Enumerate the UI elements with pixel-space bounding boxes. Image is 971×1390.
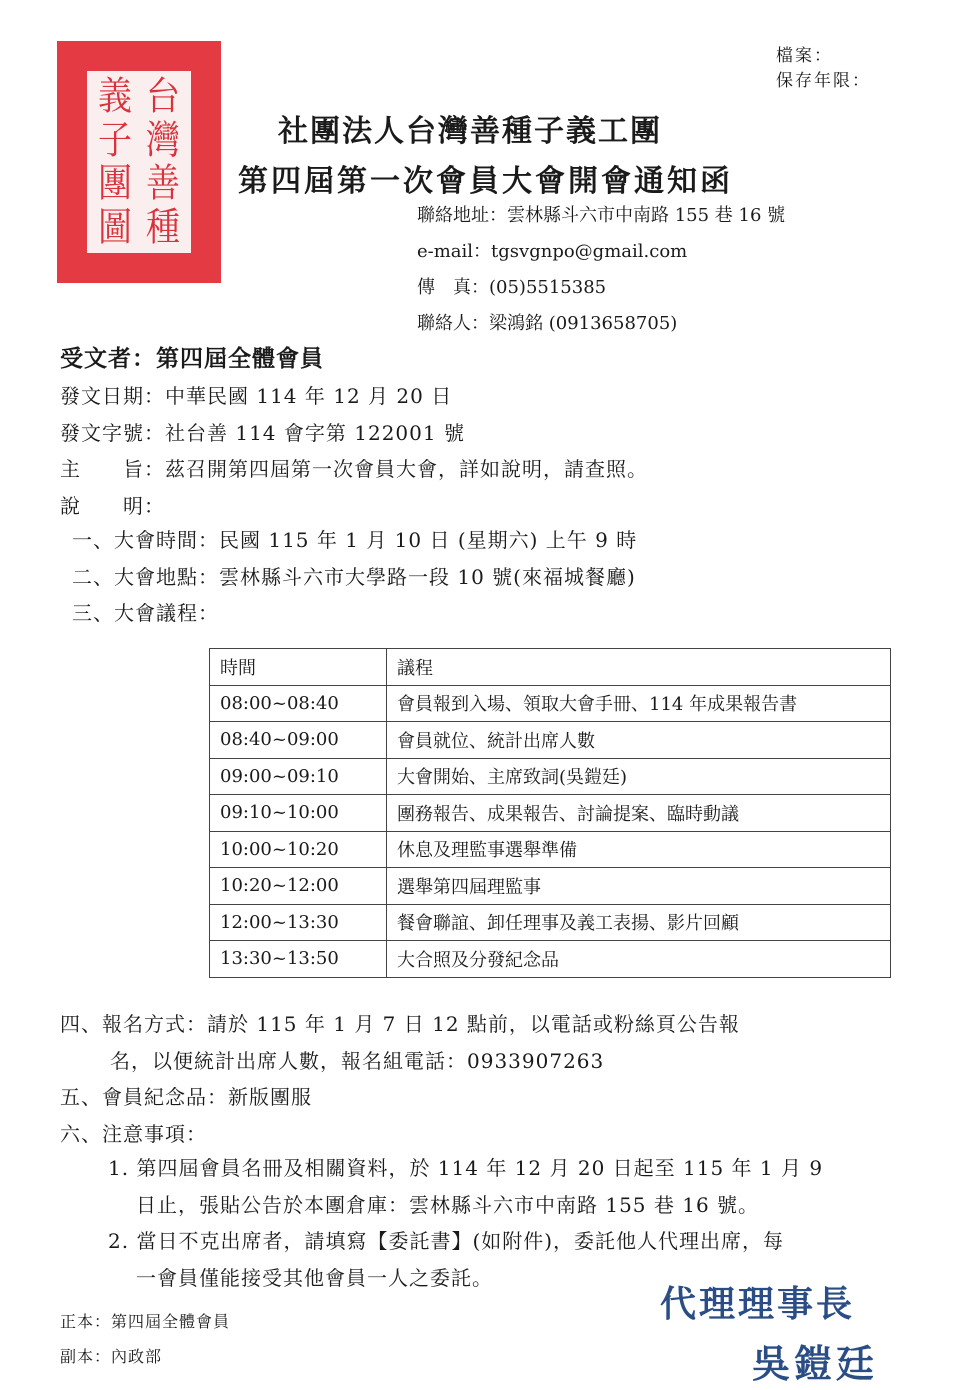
- souvenir: 五、會員紀念品：新版團服: [60, 1085, 312, 1109]
- agenda-item: 會員就位、統計出席人數: [387, 722, 891, 759]
- table-row: [210, 831, 891, 868]
- agenda-time: 12:00~13:30: [210, 904, 387, 941]
- reference-label: 發文字號：: [60, 420, 165, 445]
- agenda-time: 09:10~10:00: [210, 795, 387, 832]
- recipient: 受文者：第四屆全體會員: [60, 345, 324, 372]
- agenda-item: 大合照及分發紀念品: [387, 941, 891, 978]
- agenda-item: 團務報告、成果報告、討論提案、臨時動議: [387, 795, 891, 832]
- header-agenda: 議程: [387, 649, 891, 686]
- agenda-time: 08:40~09:00: [210, 722, 387, 759]
- agenda-time: 10:00~10:20: [210, 831, 387, 868]
- signature-name: 吳鎧廷: [752, 1341, 879, 1386]
- document-meta: [60, 378, 648, 524]
- contact-email: e-mail：tgsvgnpo@gmail.com: [417, 241, 688, 262]
- agenda-item: 會員報到入場、領取大會手冊、114 年成果報告書: [387, 685, 891, 722]
- issue-date: [60, 378, 648, 415]
- seal-inner-frame: [85, 69, 193, 255]
- seal-char: 種: [146, 204, 180, 251]
- explanation-label: 說 明：: [60, 493, 165, 518]
- table-row: [210, 758, 891, 795]
- agenda-item: 休息及理監事選舉準備: [387, 831, 891, 868]
- note-2-line-2: 一會員僅能接受其他會員一人之委託。: [136, 1265, 493, 1290]
- retention-label: 保存年限：: [776, 71, 871, 91]
- seal-char: 善: [146, 160, 180, 207]
- distribution-list: [60, 1304, 230, 1374]
- note-1-line-1: 1. 第四屆會員名冊及相關資料，於 114 年 12 月 20 日起至 115 年 1 月 9: [108, 1156, 824, 1180]
- item-meeting-place: 二、大會地點：雲林縣斗六市大學路一段 10 號(來福城餐廳): [72, 564, 636, 589]
- archive-label: 檔案：: [776, 46, 833, 66]
- table-row: [210, 904, 891, 941]
- agenda-item: 選舉第四屆理監事: [387, 868, 891, 905]
- issue-date-value: 中華民國 114 年 12 月 20 日: [165, 384, 453, 408]
- table-row: [210, 685, 891, 722]
- agenda-item: 大會開始、主席致詞(吳鎧廷): [387, 758, 891, 795]
- subject-value: 茲召開第四屆第一次會員大會，詳如說明，請查照。: [165, 457, 648, 481]
- subject-label: 主 旨：: [60, 457, 165, 481]
- table-row: [210, 722, 891, 759]
- organization-name: 社團法人台灣善種子義工團: [278, 114, 662, 149]
- contact-block: [417, 198, 785, 342]
- copy-recipient: 副本：內政部: [60, 1347, 163, 1366]
- agenda-time: 09:00~09:10: [210, 758, 387, 795]
- contact-fax: [417, 270, 785, 306]
- fax-value: (05)5515385: [489, 277, 607, 298]
- notes-list: [108, 1150, 823, 1296]
- seal-char: 灣: [146, 117, 180, 164]
- item-meeting-time: 一、大會時間：民國 115 年 1 月 10 日 (星期六) 上午 9 時: [72, 528, 638, 552]
- item-agenda-label: 三、大會議程：: [72, 601, 219, 625]
- explanation-items: [72, 522, 637, 632]
- contact-person: 聯絡人：梁鴻銘 (0913658705): [417, 313, 678, 334]
- reference-number: [60, 415, 648, 452]
- notes-title: 六、注意事項：: [60, 1121, 207, 1146]
- agenda-time: 08:00~08:40: [210, 685, 387, 722]
- contact-address: 聯絡地址：雲林縣斗六市中南路 155 巷 16 號: [417, 205, 786, 226]
- seal-char: 義: [98, 73, 132, 120]
- subject: [60, 451, 648, 488]
- table-row: [210, 795, 891, 832]
- table-row: [210, 868, 891, 905]
- registration-line-2: 名，以便統計出席人數，報名組電話：0933907263: [110, 1048, 605, 1073]
- seal-char: 圖: [98, 204, 132, 251]
- fax-label: 傳 真：: [417, 277, 489, 298]
- seal-char: 子: [98, 117, 132, 164]
- reference-value: 社台善 114 會字第 122001 號: [165, 420, 465, 445]
- seal-char: 團: [98, 160, 132, 207]
- header-time: 時間: [210, 649, 387, 686]
- agenda-item: 餐會聯誼、卸任理事及義工表揚、影片回顧: [387, 904, 891, 941]
- table-row: [210, 941, 891, 978]
- registration-line-1: 四、報名方式：請於 115 年 1 月 7 日 12 點前，以電話或粉絲頁公告報: [60, 1012, 740, 1036]
- additional-items: [60, 1006, 740, 1152]
- issue-date-label: 發文日期：: [60, 384, 165, 408]
- agenda-table: [209, 648, 891, 978]
- file-labels: [776, 44, 871, 94]
- original-recipient: 正本：第四屆全體會員: [60, 1312, 231, 1331]
- note-2-line-1: 2. 當日不克出席者，請填寫【委託書】(如附件)，委託他人代理出席，每: [108, 1229, 785, 1253]
- note-1-line-2: 日止，張貼公告於本團倉庫：雲林縣斗六市中南路 155 巷 16 號。: [136, 1192, 760, 1217]
- signature-title: 代理理事長: [660, 1283, 856, 1325]
- organization-seal-icon: [57, 41, 221, 283]
- notice-title: 第四屆第一次會員大會開會通知函: [238, 164, 733, 199]
- agenda-time: 13:30~13:50: [210, 941, 387, 978]
- agenda-time: 10:20~12:00: [210, 868, 387, 905]
- seal-char: 台: [146, 73, 180, 120]
- table-header-row: [210, 649, 891, 686]
